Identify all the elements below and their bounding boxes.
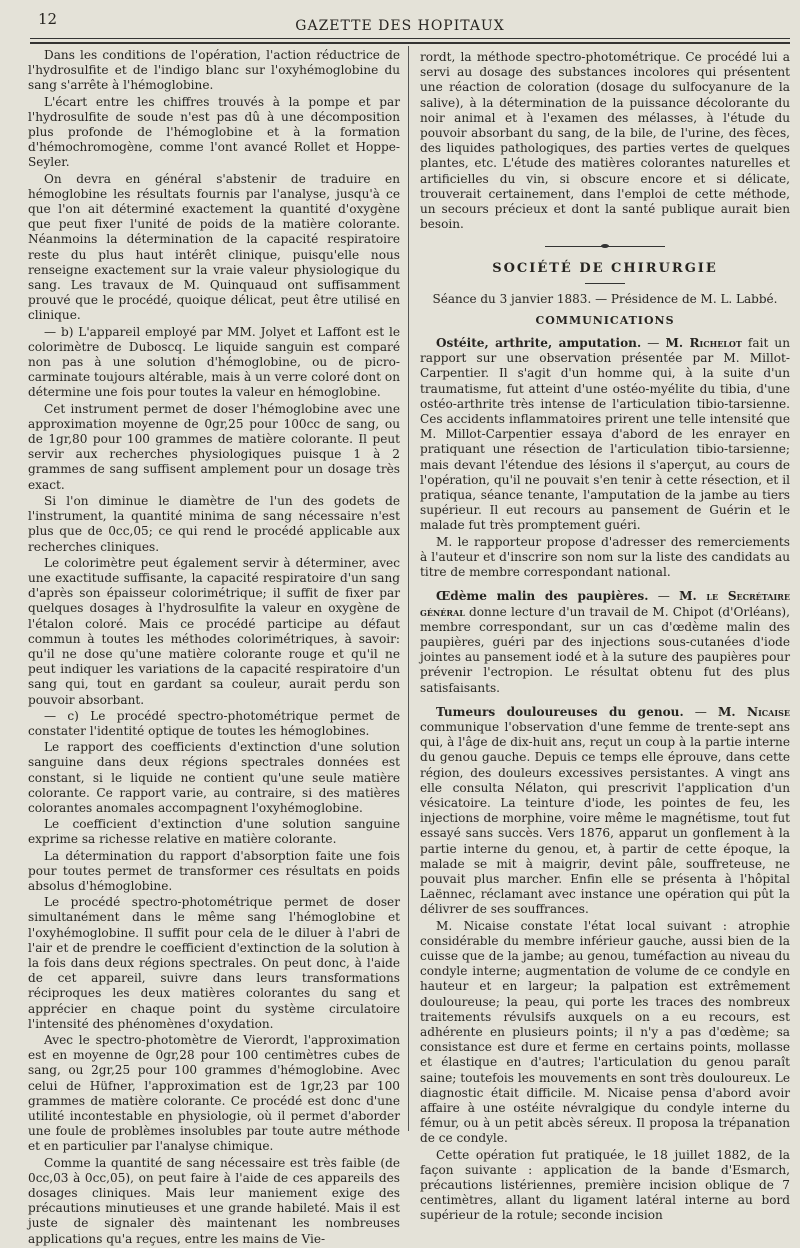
paragraph: Cette opération fut pratiquée, le 18 juillet 1882, de la façon suivante : application de la bande d'Esmarch, précautions listériennes, première incision oblique de 7 centimètres, allant du ligament latéral interne au bord supérieur de la rotule; seconde incision	[420, 1147, 790, 1223]
paragraph: On devra en général s'abstenir de traduire en hémoglobine les résultats fournis par l'analyse, jusqu'à ce que l'on ait déterminé exactement la quantité d'oxygène que peut fixer l'unité de poids de la matière colorante. Néanmoins la détermination de la capacité respiratoire reste du plus haut intérêt clinique, puisqu'elle nous renseigne exactement sur la vraie valeur physiologique du sang. Les travaux de M. Quinquaud ont suffisamment prouvé que le procédé, quoique délicat, peut être utilisé en clinique.	[28, 171, 400, 323]
article-title: Ostéite, arthrite, amputation.	[436, 336, 642, 351]
paragraph: Le procédé spectro-photométrique permet de doser simultanément dans le même sang l'hémoglobine et l'oxyhémoglobine. Il suffit pour cela de le diluer à l'abri de l'air et de prendre le coefficient d'extinction de la solution à la fois dans deux régions spectrales. On peut donc, à l'aide de cet appareil, suivre dans leurs transformations réciproques les deux matières colorantes du sang et apprécier en chaque point du système circulatoire l'intensité des phénomènes d'oxydation.	[28, 895, 400, 1031]
paragraph: Le coefficient d'extinction d'une solution sanguine exprime sa richesse relative en matière colorante.	[28, 817, 400, 847]
article-text: fait un rapport sur une observation présentée par M. Millot-Carpentier. Il s'agit d'un homme qui, à la suite d'un traumatisme, fut atteint d'une ostéo-myélite du tibia, d'une ostéo-arthrite très intense de l'articulation tibio-tarsienne. Ces accidents inflammatoires prirent une telle intensité que M. Millot-Carpentier essaya d'abord de les enrayer en pratiquant une résection de l'articulation tibio-tarsienne; mais devant l'étendue des lésions il s'aperçut, au cours de l'opération, qu'il ne pouvait s'en tenir à cette résection, et il pratiqua, séance tenante, l'amputation de la jambe au tiers supérieur. Il eut recours au pansement de Guérin et le malade fut très promptement guéri.	[420, 336, 790, 533]
speaker: M. le Secrétaire général	[420, 589, 790, 619]
session-line: Séance du 3 janvier 1883. — Présidence de M. L. Labbé.	[432, 291, 778, 306]
paragraph: La détermination du rapport d'absorption faite une fois pour toutes permet de transformer ces résultats en poids absolus d'hémoglobine.	[28, 848, 400, 893]
paragraph: Cet instrument permet de doser l'hémoglobine avec une approximation moyenne de 0gr,25 pour 100cc de sang, ou de 1gr,80 pour 100 grammes de matière colorante. Il peut servir aux recherches physiologiques puisque 1 à 2 grammes de sang suffisent amplement pour un dosage très exact.	[28, 401, 400, 492]
header-rule-thick	[30, 42, 790, 44]
speaker: M. Richelot	[665, 336, 742, 351]
article-paragraph: Ostéite, arthrite, amputation. — M. Richelot fait un rapport sur une observation présentée par M. Millot-Carpentier. Il s'agit d'un homme qui, à la suite d'un traumatisme, fut atteint d'une ostéo-myélite du tibia, d'une ostéo-arthrite très intense de l'articulation tibio-tarsienne. Ces accidents inflammatoires prirent une telle intensité que M. Millot-Carpentier essaya d'abord de les enrayer en pratiquant une résection de l'articulation tibio-tarsienne; mais devant l'étendue des lésions il s'aperçut, au cours de l'opération, qu'il ne pouvait s'en tenir à cette résection, et il pratiqua, séance tenante, l'amputation de la jambe au tiers supérieur. Il eut recours au pansement de Guérin et le malade fut très promptement guéri.	[420, 336, 790, 533]
paragraph: rordt, la méthode spectro-photométrique. Ce procédé lui a servi au dosage des substances incolores qui présentent une réaction de coloration (dosage du sulfocyanure de la salive), à la détermination de la puissance décolorante du noir animal et à l'examen des mélasses, à l'étude du pouvoir absorbant du sang, de la bile, de l'urine, des fèces, des liquides pathologiques, des parties vertes de quelques plantes, etc. L'étude des matières colorantes naturelles et artificielles du vin, si obscure encore et si délicate, trouverait certainement, dans l'emploi de cette méthode, un secours précieux et dont la santé publique aurait bien besoin.	[420, 50, 790, 232]
ornamental-separator	[545, 246, 665, 247]
page-number: 12	[38, 10, 58, 28]
section-title: SOCIÉTÉ DE CHIRURGIE	[492, 261, 718, 277]
article-paragraph: Œdème malin des paupières. — M. le Secrétaire général donne lecture d'un travail de M. Chipot (d'Orléans), membre correspondant, sur un cas d'œdème malin des paupières, guéri par des injections sous-cutanées d'iode jointes au pansement iodé et à la suture des paupières pour prévenir l'ectropion. Le résultat obtenu fut des plus satisfaisants.	[420, 589, 790, 695]
article-paragraph: Tumeurs douloureuses du genou. — M. Nicaise communique l'observation d'une femme de trente-sept ans qui, à l'âge de dix-huit ans, reçut un coup à la partie interne du genou gauche. Depuis ce temps elle éprouve, dans cette région, des douleurs excessives persistantes. A vingt ans elle consulta Nélaton, qui prescrivit l'application d'un vésicatoire. La teinture d'iode, les pointes de feu, les injections de morphine, voire même le magnétisme, tout fut essayé sans succès. Vers 1876, apparut un gonflement à la partie interne du genou, et, à partir de cette époque, la malade se mit à maigrir, devint pâle, souffreteuse, ne pouvait plus marcher. Enfin elle se présenta à l'hôpital Laënnec, réclamant avec instance une opération qui pût la délivrer de ses souffrances.	[420, 704, 791, 917]
speaker: M. Nicaise	[717, 704, 791, 719]
paragraph: M. le rapporteur propose d'adresser des remerciements à l'auteur et d'inscrire son nom sur la liste des candidats au titre de membre correspondant national.	[420, 534, 790, 580]
right-column	[420, 50, 790, 1225]
paragraph: — b) L'appareil employé par MM. Jolyet et Laffont est le colorimètre de Duboscq. Le liquide sanguin est comparé non pas à une solution d'hémoglobine, ou de picro-carminate toujours altérable, mais à un verre coloré dont on détermine une fois pour toutes la valeur en hémoglobine.	[28, 324, 400, 400]
paragraph: Comme la quantité de sang nécessaire est très faible (de 0cc,03 à 0cc,05), on peut faire à l'aide de ces appareils des dosages cliniques. Mais leur maniement exige des précautions minutieuses et une grande habileté. Mais il est juste de signaler dès maintenant les nombreuses applications qu'a reçues, entre les mains de Vie-	[28, 1155, 400, 1246]
paragraph: Le rapport des coefficients d'extinction d'une solution sanguine dans deux régions spectrales données est constant, si le liquide ne contient qu'une seule matière colorante. Ce rapport varie, au contraire, si des matières colorantes anomales accompagnent l'oxyhémoglobine.	[28, 740, 400, 815]
left-column	[28, 48, 400, 1248]
paragraph: — c) Le procédé spectro-photométrique permet de constater l'identité optique de toutes les hémoglobines.	[28, 708, 400, 738]
article-text: donne lecture d'un travail de M. Chipot (d'Orléans), membre correspondant, sur un cas d'œdème malin des paupières, guéri par des injections sous-cutanées d'iode jointes au pansement iodé et à la suture des paupières pour prévenir l'ectropion. Le résultat obtenu fut des plus satisfaisants.	[420, 604, 790, 695]
paragraph: Le colorimètre peut également servir à déterminer, avec une exactitude suffisante, la capacité respiratoire d'un sang d'après son épaisseur colorimétrique; il suffit de fixer par quelques dosages à l'hydrosulfite la valeur en oxygène de l'étalon coloré. Mais ce procédé participe au défaut commun à toutes les méthodes colorimétriques, à savoir: qu'il ne dose qu'une matière colorante rouge et qu'il ne peut indiquer les variations de la capacité respiratoire d'un sang qui, tout en gardant sa couleur, aurait perdu son pouvoir absorbant.	[28, 555, 400, 707]
paragraph: Dans les conditions de l'opération, l'action réductrice de l'hydrosulfite et de l'indigo blanc sur l'oxyhémoglobine du sang s'arrête à l'hémoglobine.	[28, 48, 400, 93]
paragraph: Si l'on diminue le diamètre de l'un des godets de l'instrument, la quantité minima de sang nécessaire n'est plus que de 0cc,05; ce qui rend le procédé applicable aux recherches cliniques.	[28, 493, 400, 554]
header-rule	[30, 38, 790, 39]
column-divider	[408, 46, 409, 1131]
paragraph: L'écart entre les chiffres trouvés à la pompe et par l'hydrosulfite de soude n'est pas dû à une décomposition plus profonde de l'hémoglobine et à la formation d'hémochromogène, comme l'ont avancé Rollet et Hoppe-Seyler.	[28, 94, 400, 170]
subsection-title: COMMUNICATIONS	[535, 313, 675, 327]
article-text: communique l'observation d'une femme de trente-sept ans qui, à l'âge de dix-huit ans, reçut un coup à la partie interne du genou gauche. Depuis ce temps elle éprouve, dans cette région, des douleurs excessives persistantes. A vingt ans elle consulta Nélaton, qui prescrivit l'application d'un vésicatoire. La teinture d'iode, les pointes de feu, les injections de morphine, voire même le magnétisme, tout fut essayé sans succès. Vers 1876, apparut un gonflement à la partie interne du genou, et, à partir de cette époque, la malade se mit à maigrir, devint pâle, souffreteuse, ne pouvait plus marcher. Enfin elle se présenta à l'hôpital Laënnec, réclamant avec instance une opération qui pût la délivrer de ses souffrances.	[420, 719, 790, 917]
title-rule	[585, 283, 625, 284]
article-title: Tumeurs douloureuses du genou.	[436, 704, 684, 719]
paragraph: Avec le spectro-photomètre de Vierordt, l'approximation est en moyenne de 0gr,28 pour 100 centimètres cubes de sang, ou 2gr,25 pour 100 grammes d'hémoglobine. Avec celui de Hüfner, l'approximation est de 1gr,23 par 100 grammes de matière colorante. Ce procédé est donc d'une utilité incontestable en physiologie, où il permet d'aborder une foule de problèmes insolubles par toute autre méthode et en particulier par l'analyse chimique.	[28, 1033, 400, 1154]
paragraph: M. Nicaise constate l'état local suivant : atrophie considérable du membre inférieur gauche, aussi bien de la cuisse que de la jambe; au genou, tuméfaction au niveau du condyle interne; augmentation de volume de ce condyle en hauteur et en largeur; la palpation est extrêmement douloureuse; la peau, qui porte les traces des nombreux traitements révulsifs auxquels on a eu recours, est adhérente en plusieurs points; il n'y a pas d'œdème; sa consistance est dure et ferme en certains points, mollasse et élastique en d'autres; l'articulation du genou paraît saine; toutefois les mouvements en sont très douloureux. Le diagnostic était difficile. M. Nicaise pensa d'abord avoir affaire à une ostéite névralgique du condyle interne du fémur, ou à un petit abcès séreux. Il proposa la trépanation de ce condyle.	[420, 918, 790, 1146]
running-head: GAZETTE DES HOPITAUX	[295, 18, 505, 34]
article-title: Œdème malin des paupières.	[436, 589, 649, 604]
